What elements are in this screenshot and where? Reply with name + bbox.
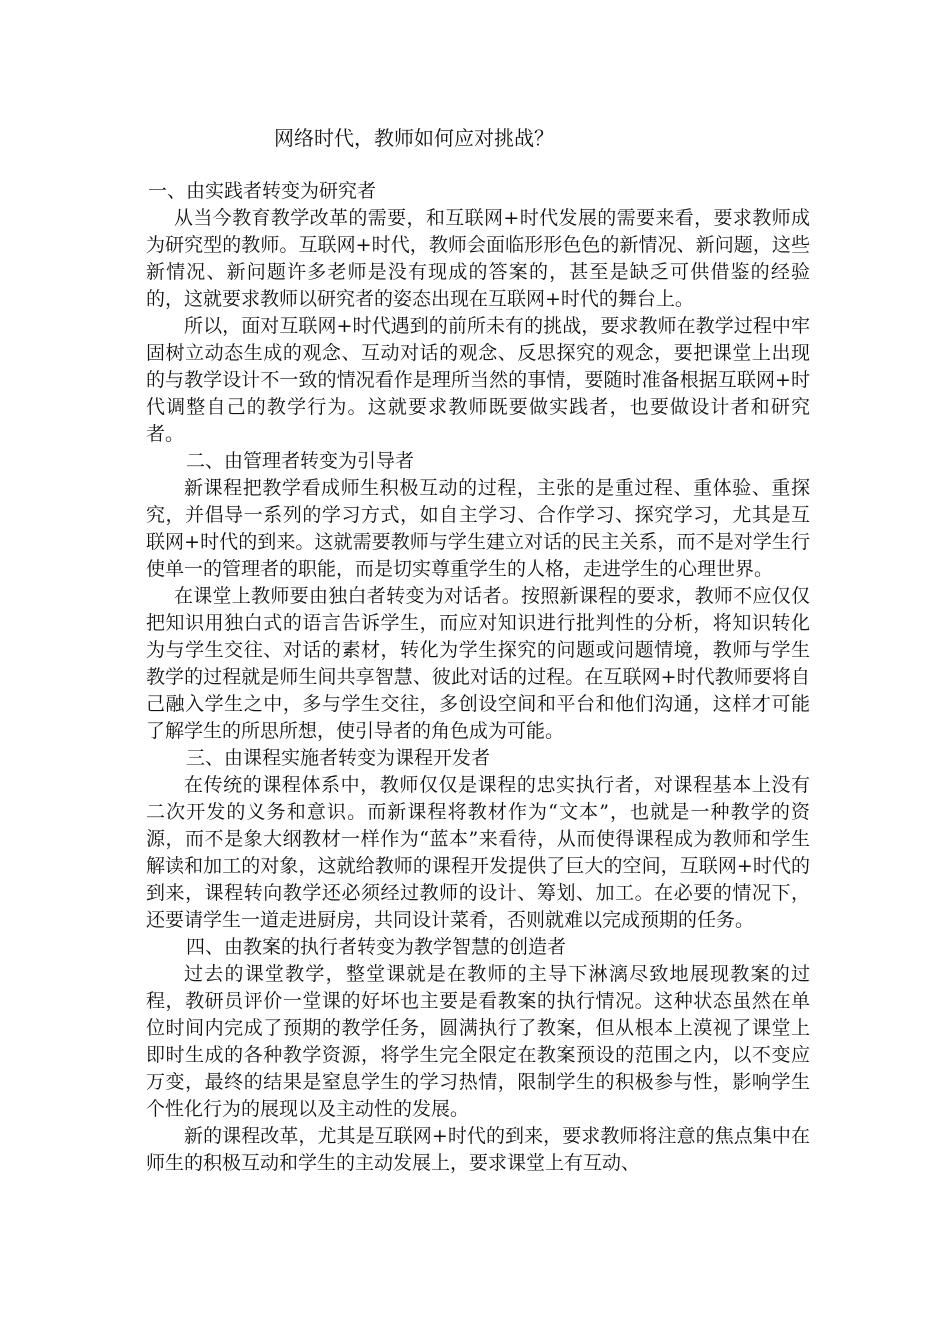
paragraph: 过去的课堂教学，整堂课就是在教师的主导下淋漓尽致地展现教案的过程，教研员评价一堂课的好坏也主要是看教案的执行情况。这种状态虽然在单位时间内完成了预期的教学任务，圆满执行了教案，但从根本上漠视了课堂上即时生成的各种教学资源，将学生完全限定在教案预设的范围之内，以不变应万变，最终的结果是窒息学生的学习热情，限制学生的积极参与性，影响学生个性化行为的展现以及主动性的发展。 — [146, 963, 810, 1120]
section-4 — [146, 934, 810, 1177]
section-heading: 一、由实践者转变为研究者 — [148, 180, 377, 202]
section-3 — [146, 745, 810, 934]
section-2 — [146, 448, 810, 745]
section-heading: 三、由课程实施者转变为课程开发者 — [186, 747, 491, 769]
paragraph: 所以，面对互联网+时代遇到的前所未有的挑战，要求教师在教学过程中牢固树立动态生成的观念、互动对话的观念、反思探究的观念，要把课堂上出现的与教学设计不一致的情况看作是理所当然的事情，要随时准备根据互联网+时代调整自己的教学行为。这就要求教师既要做实践者，也要做设计者和研究者。 — [146, 315, 810, 445]
section-1 — [146, 178, 810, 448]
section-heading: 四、由教案的执行者转变为教学智慧的创造者 — [186, 936, 567, 958]
paragraph: 在传统的课程体系中，教师仅仅是课程的忠实执行者，对课程基本上没有二次开发的义务和意识。而新课程将教材作为“文本”，也就是一种教学的资源，而不是象大纲教材一样作为“蓝本”来看待，从而使得课程成为教师和学生解读和加工的对象，这就给教师的课程开发提供了巨大的空间，互联网+时代的到来，课程转向教学还必须经过教师的设计、筹划、加工。在必要的情况下，还要请学生一道走进厨房，共同设计菜肴，否则就难以完成预期的任务。 — [146, 774, 810, 931]
paragraph: 新课程把教学看成师生积极互动的过程，主张的是重过程、重体验、重探究，并倡导一系列的学习方式，如自主学习、合作学习、探究学习，尤其是互联网+时代的到来。这就需要教师与学生建立对话的民主关系，而不是对学生行使单一的管理者的职能，而是切实尊重学生的人格，走进学生的心理世界。 — [146, 477, 810, 580]
paragraph: 新的课程改革，尤其是互联网+时代的到来，要求教师将注意的焦点集中在师生的积极互动和学生的主动发展上，要求课堂上有互动、 — [146, 1125, 810, 1174]
paragraph: 从当今教育教学改革的需要，和互联网+时代发展的需要来看，要求教师成为研究型的教师。互联网+时代，教师会面临形形色色的新情况、新问题，这些新情况、新问题许多老师是没有现成的答案的，甚至是缺乏可供借鉴的经验的，这就要求教师以研究者的姿态出现在互联网+时代的舞台上。 — [146, 207, 810, 310]
document-title: 网络时代，教师如何应对挑战？ — [274, 126, 554, 150]
paragraph: 在课堂上教师要由独白者转变为对话者。按照新课程的要求，教师不应仅仅把知识用独白式的语言告诉学生，而应对知识进行批判性的分析，将知识转化为与学生交往、对话的素材，转化为学生探究的问题或问题情境，教师与学生教学的过程就是师生间共享智慧、彼此对话的过程。在互联网+时代教师要将自己融入学生之中，多与学生交往，多创设空间和平台和他们沟通，这样才可能了解学生的所思所想，使引导者的角色成为可能。 — [146, 585, 810, 742]
section-heading: 二、由管理者转变为引导者 — [186, 450, 415, 472]
